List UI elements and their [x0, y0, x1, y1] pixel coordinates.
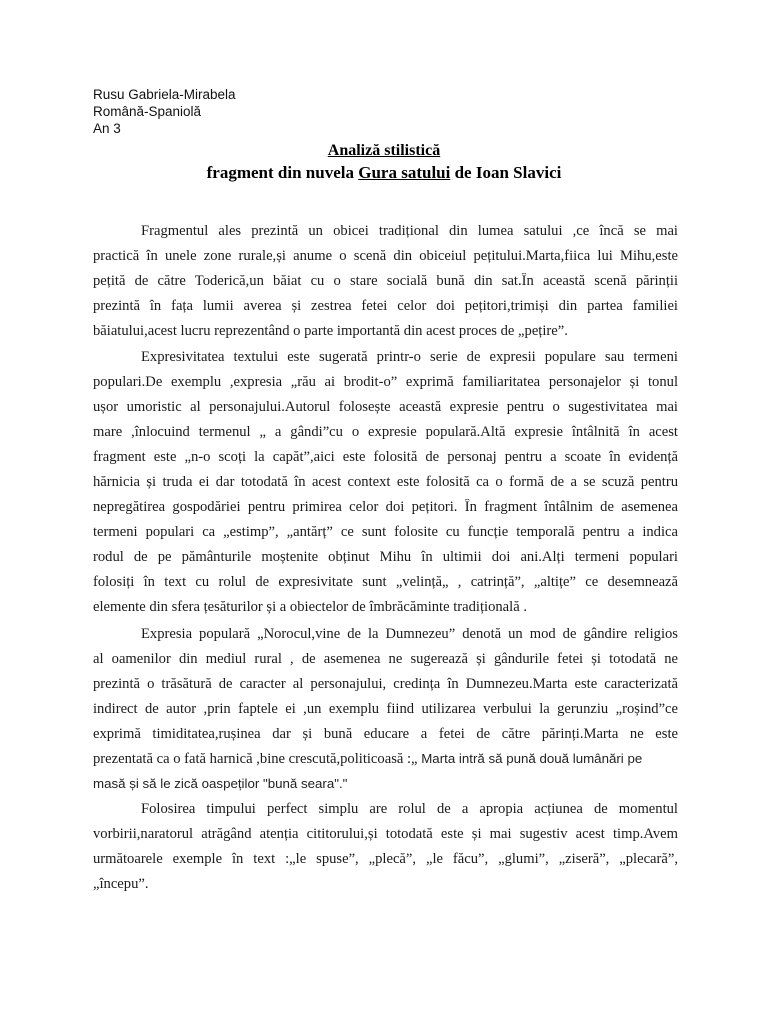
paragraph-line: pețită de către Toderică,un băiat cu o stare socială bună din sat.În această scenă părinții — [93, 273, 678, 289]
paragraph-line: folosiți în text cu rolul de expresivitate sunt „velință„ , catrință”, „altițe” ce desemnează — [93, 574, 678, 590]
study-program: Română-Spaniolă — [93, 104, 202, 119]
subtitle-prefix: fragment din nuvela — [206, 163, 359, 182]
paragraph-line: ușor umoristic al personajului.Autorul folosește această expresie pentru o sugestivitatea mai — [93, 399, 678, 415]
paragraph-line: prezintă în fața lumii averea și zestrea fetei celor doi pețitori,trimiși din partea familiei — [93, 298, 678, 314]
title-line1: Analiză stilistică — [327, 142, 441, 159]
paragraph-line: Expresia populară „Norocul,vine de la Dumnezeu” denotă un mod de gândire religios — [141, 626, 678, 642]
paragraph-line: Fragmentul ales prezintă un obicei tradițional din lumea satului ,ce încă se mai — [141, 223, 678, 239]
paragraph-line: nepregătirea gospodăriei pentru primirea celor doi pețitori. În fragment întâlnim de asemenea — [93, 499, 678, 515]
paragraph-line: termeni populari ca „estimp”, „antărț” ce sunt folosite cu funcție temporală pentru a indica — [93, 524, 678, 540]
paragraph-line: vorbirii,naratorul atrăgând atenția cititorului,și totodată este și mai sugestiv acest timp.Avem — [93, 826, 678, 842]
study-year: An 3 — [93, 121, 121, 136]
paragraph-line: practică în unele zone rurale,și anume o scenă din obiceiul pețitului.Marta,fiica lui Mihu,este — [93, 248, 678, 264]
paragraph-line: indirect de autor ,prin faptele ei ,un exemplu fiind utilizarea verbului la gerunziu „roșind”ce — [93, 701, 678, 717]
paragraph-line: „începu”. — [93, 876, 149, 892]
author-name: Rusu Gabriela-Mirabela — [93, 87, 236, 102]
subtitle-suffix: de Ioan Slavici — [450, 163, 562, 182]
paragraph-line: băiatului,acest lucru reprezentând o parte importantă din acest proces de „pețire”. — [93, 323, 568, 339]
paragraph-line: hărnicia și truda ei dar totodată în acest context este folosită ca o formă de a se scuză pentru — [93, 474, 678, 490]
paragraph-line: al oamenilor din mediul rural , de asemenea ne sugerează și gândurile fetei și totodată ne — [93, 651, 678, 667]
paragraph-line: prezintă o trăsătură de caracter al personajului, credința în Dumnezeu.Marta este caracterizată — [93, 676, 678, 692]
paragraph-line: fragment este „n-o scoți la capăt”,aici este folosită de personaj pentru a scoate în evidență — [93, 449, 678, 465]
paragraph-line-text: prezentată ca o fată harnică ,bine crescută,politicoasă :„ — [93, 751, 418, 767]
paragraph-line: următoarele exemple în text :„le spuse”, „plecă”, „le făcu”, „glumi”, „ziseră”, „plecară”, — [93, 851, 678, 867]
document-title — [0, 142, 768, 160]
paragraph-line: mare ,înlocuind termenul „ a gândi”cu o expresie populară.Altă expresie întâlnită în acest — [93, 424, 678, 440]
quote-continuation: masă și să le zică oaspeților "bună seara"." — [93, 776, 348, 791]
paragraph-line: elemente din sfera țesăturilor și a obiectelor de îmbrăcăminte tradițională . — [93, 599, 527, 615]
paragraph-line: rodul de pe pământurile moștenite obținut Mihu în ultimii doi ani.Alți termeni populari — [93, 549, 678, 565]
paragraph-line — [93, 751, 678, 768]
paragraph-line: populari.De exemplu ,expresia „rău ai brodit-o” exprimă familiaritatea personajelor și tonul — [93, 374, 678, 390]
paragraph-line: Expresivitatea textului este sugerată printr-o serie de expresii populare sau termeni — [141, 349, 678, 365]
quote-inline: Marta intră să pună două lumânări pe — [417, 751, 643, 766]
paragraph-line: exprimă timiditatea,rușinea dar și bună educare a fetei de către părinți.Marta ne este — [93, 726, 678, 742]
document-subtitle — [0, 163, 768, 183]
work-title: Gura satului — [358, 163, 451, 182]
paragraph-line: Folosirea timpului perfect simplu are rolul de a apropia acțiunea de momentul — [141, 801, 678, 817]
